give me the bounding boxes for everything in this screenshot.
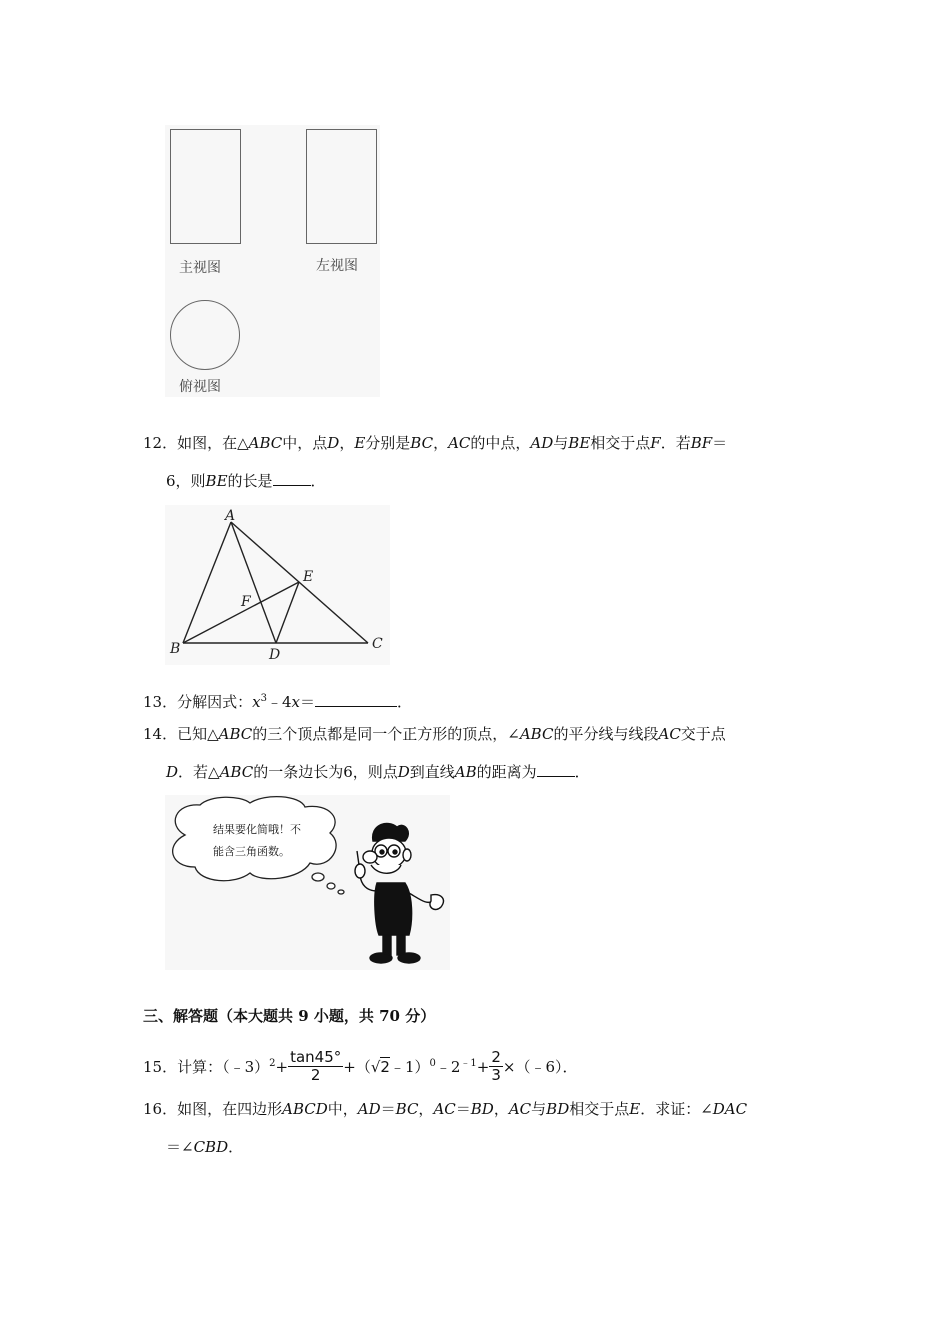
triangle-figure (165, 505, 390, 665)
question-12-line1: 12．如图，在△ABC中，点D，E分别是BC，AC的中点，AD与BE相交于点F．若BF＝ (143, 434, 728, 452)
answer-blank[interactable] (315, 692, 397, 707)
cartoon-figure (165, 795, 450, 970)
question-16-line2: ＝∠CBD． (166, 1138, 244, 1156)
left-view-label: 左视图 (316, 258, 358, 274)
question-13: 13．分解因式：$x^3﹣4x=$ ． (143, 693, 412, 711)
label-a: A (225, 508, 236, 524)
bubble-line-1: 结果要化简哦！不 (213, 823, 301, 836)
section-3-title: 三、解答题（本大题共 9 小题，共 70 分） (143, 1007, 436, 1025)
label-b: B (170, 641, 181, 657)
fraction-two-thirds: $\frac{2}{3}$ (491, 1047, 501, 1084)
question-14-line2: D．若△ABC的一条边长为6，则点D到直线AB的距离为 ． (166, 763, 590, 781)
left-view-rect (306, 129, 377, 244)
label-c: C (372, 636, 383, 652)
front-view-rect (170, 129, 241, 244)
fraction-tan45: $\frac{\tan 45^\circ}{2}$ (290, 1047, 342, 1084)
top-view-circle (170, 300, 240, 370)
question-15: 15．计算：（﹣3）$^2$+ $\frac{\tan 45^\circ}{2}$ $+(√2﹣1)^0﹣2^{﹣1}+$ $\frac{2}{3}$ ×（﹣6）． (143, 1047, 578, 1084)
top-view-label: 俯视图 (179, 379, 221, 395)
bubble-line-2: 能含三角函数。 (213, 845, 290, 858)
label-e: E (303, 569, 314, 585)
answer-blank[interactable] (537, 762, 575, 777)
question-14-line1: 14．已知△ABC的三个顶点都是同一个正方形的顶点，∠ABC的平分线与线段AC交于点 (143, 725, 726, 743)
three-views-figure (165, 125, 380, 397)
answer-blank[interactable] (273, 471, 311, 486)
label-f: F (241, 594, 251, 610)
label-d: D (269, 647, 281, 663)
front-view-label: 主视图 (179, 260, 221, 276)
question-16-line1: 16．如图，在四边形ABCD中，AD＝BC，AC＝BD，AC与BD相交于点E．求证：∠DAC (143, 1100, 748, 1118)
question-12-line2: 6，则BE的长是 ． (166, 472, 326, 490)
sqrt-symbol: √ (370, 1058, 381, 1076)
